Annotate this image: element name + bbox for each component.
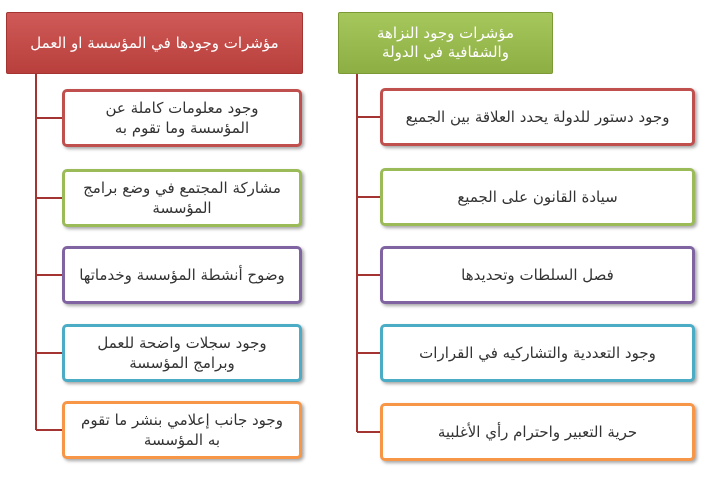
- right-item-4-text: وجود التعددية والتشاركيه في القرارات: [419, 344, 656, 362]
- right-item-1: [380, 88, 695, 146]
- left-item-4-text: وجود سجلات واضحة للعمل وبرامج المؤسسة: [97, 334, 267, 372]
- right-header-text: مؤشرات وجود النزاهة والشفافية في الدولة: [376, 24, 515, 61]
- left-item-5-text: وجود جانب إعلامي بنشر ما تقوم به المؤسسة: [81, 411, 283, 449]
- right-item-2-text: سيادة القانون على الجميع: [457, 188, 618, 206]
- right-item-3-text: فصل السلطات وتحديدها: [461, 266, 614, 284]
- left-item-2: [62, 169, 302, 227]
- right-item-1-text: وجود دستور للدولة يحدد العلاقة بين الجميع: [405, 108, 670, 126]
- right-item-2: [380, 168, 695, 226]
- right-item-4: [380, 324, 695, 382]
- left-item-1-text: وجود معلومات كاملة عن المؤسسة وما تقوم به: [105, 99, 259, 137]
- right-item-5-text: حرية التعبير واحترام رأي الأغلبية: [437, 423, 638, 441]
- left-header-text: مؤشرات وجودها في المؤسسة او العمل: [30, 33, 279, 52]
- left-item-1: [62, 89, 302, 147]
- left-item-5: [62, 401, 302, 459]
- left-column-header: [6, 12, 303, 74]
- right-item-3: [380, 246, 695, 304]
- left-item-3-text: وضوح أنشطة المؤسسة وخدماتها: [79, 266, 285, 284]
- right-column-header: [338, 12, 553, 74]
- left-item-2-text: مشاركة المجتمع في وضع برامج المؤسسة: [83, 179, 281, 217]
- right-item-5: [380, 403, 695, 461]
- left-item-4: [62, 324, 302, 382]
- left-item-3: [62, 246, 302, 304]
